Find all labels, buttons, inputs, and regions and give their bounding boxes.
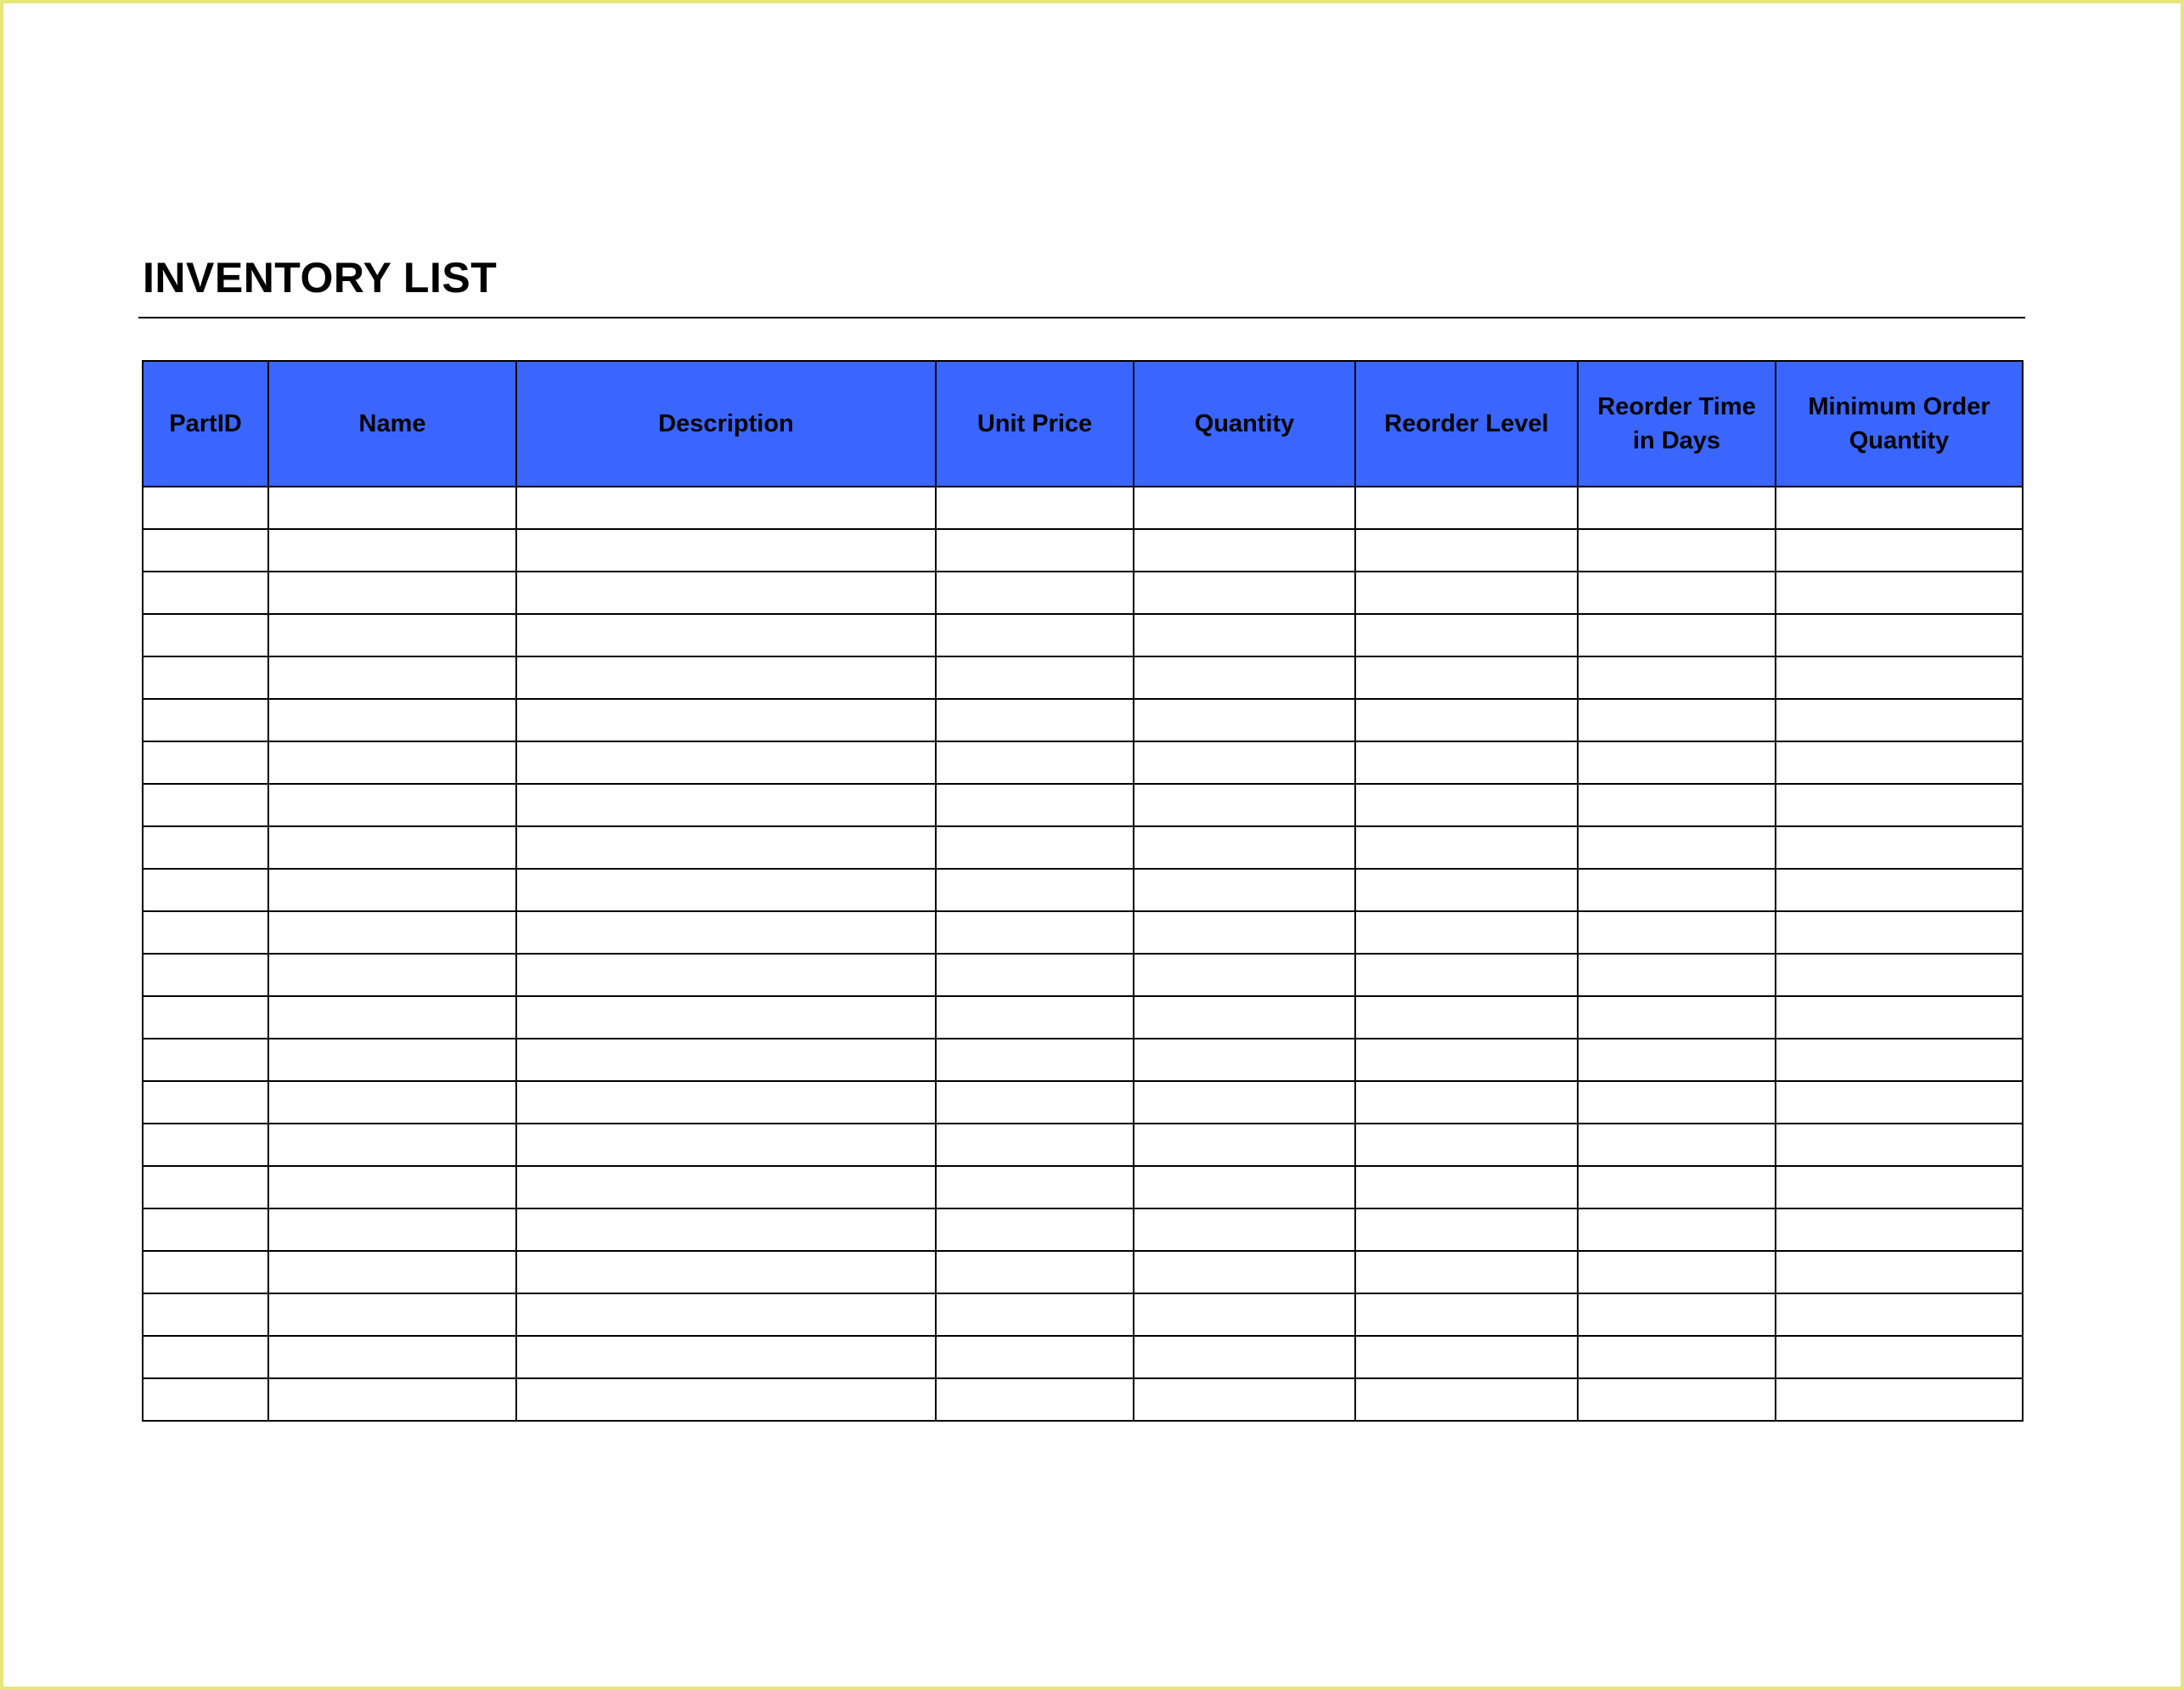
table-cell[interactable] (516, 826, 936, 869)
table-cell[interactable] (268, 784, 516, 826)
table-cell[interactable] (1578, 1251, 1776, 1293)
table-cell[interactable] (516, 741, 936, 784)
table-cell[interactable] (143, 1378, 268, 1421)
table-row (143, 656, 2023, 699)
table-cell[interactable] (1134, 954, 1355, 996)
table-row (143, 1208, 2023, 1251)
table-cell[interactable] (936, 572, 1134, 614)
table-cell[interactable] (1355, 1208, 1578, 1251)
table-cell[interactable] (1355, 826, 1578, 869)
table-cell[interactable] (936, 1251, 1134, 1293)
column-header-partid: PartID (143, 361, 268, 487)
table-row (143, 614, 2023, 656)
table-cell[interactable] (1578, 784, 1776, 826)
table-cell[interactable] (268, 1166, 516, 1208)
table-cell[interactable] (516, 784, 936, 826)
table-cell[interactable] (1355, 1293, 1578, 1336)
table-cell[interactable] (1578, 614, 1776, 656)
table-row (143, 741, 2023, 784)
table-cell[interactable] (936, 996, 1134, 1039)
table-cell[interactable] (1355, 784, 1578, 826)
table-cell[interactable] (1776, 954, 2023, 996)
table-cell[interactable] (143, 1124, 268, 1166)
table-cell[interactable] (1134, 1124, 1355, 1166)
table-cell[interactable] (268, 741, 516, 784)
table-cell[interactable] (268, 1208, 516, 1251)
table-cell[interactable] (143, 1081, 268, 1124)
table-cell[interactable] (1355, 1378, 1578, 1421)
table-cell[interactable] (268, 826, 516, 869)
inventory-table (142, 360, 2024, 1422)
table-cell[interactable] (143, 572, 268, 614)
table-cell[interactable] (516, 487, 936, 529)
table-row (143, 529, 2023, 572)
table-cell[interactable] (516, 1208, 936, 1251)
table-cell[interactable] (1776, 996, 2023, 1039)
table-cell[interactable] (143, 1208, 268, 1251)
table-cell[interactable] (1134, 487, 1355, 529)
table-cell[interactable] (143, 826, 268, 869)
table-cell[interactable] (1355, 529, 1578, 572)
table-cell[interactable] (143, 656, 268, 699)
table-cell[interactable] (1134, 1166, 1355, 1208)
table-cell[interactable] (936, 614, 1134, 656)
table-cell[interactable] (1578, 1208, 1776, 1251)
table-cell[interactable] (1355, 572, 1578, 614)
table-cell[interactable] (516, 1166, 936, 1208)
column-header-quantity: Quantity (1134, 361, 1355, 487)
table-row (143, 1166, 2023, 1208)
table-cell[interactable] (516, 656, 936, 699)
table-cell[interactable] (1776, 869, 2023, 911)
table-cell[interactable] (268, 996, 516, 1039)
table-cell[interactable] (1578, 911, 1776, 954)
table-cell[interactable] (516, 572, 936, 614)
table-cell[interactable] (268, 656, 516, 699)
table-cell[interactable] (1355, 1124, 1578, 1166)
table-cell[interactable] (1578, 1124, 1776, 1166)
table-cell[interactable] (516, 1336, 936, 1378)
table-cell[interactable] (143, 1336, 268, 1378)
table-cell[interactable] (516, 1378, 936, 1421)
table-row (143, 954, 2023, 996)
table-cell[interactable] (936, 1293, 1134, 1336)
table-cell[interactable] (516, 1081, 936, 1124)
table-cell[interactable] (936, 656, 1134, 699)
table-cell[interactable] (1134, 1251, 1355, 1293)
table-header-row (143, 361, 2023, 487)
table-cell[interactable] (268, 954, 516, 996)
table-cell[interactable] (1134, 1336, 1355, 1378)
table-cell[interactable] (143, 869, 268, 911)
table-cell[interactable] (1134, 572, 1355, 614)
table-cell[interactable] (1776, 1166, 2023, 1208)
table-cell[interactable] (936, 1081, 1134, 1124)
table-cell[interactable] (1578, 1081, 1776, 1124)
table-cell[interactable] (936, 1208, 1134, 1251)
table-cell[interactable] (1355, 741, 1578, 784)
table-cell[interactable] (936, 699, 1134, 741)
table-cell[interactable] (268, 1081, 516, 1124)
table-cell[interactable] (516, 1293, 936, 1336)
table-cell[interactable] (1578, 529, 1776, 572)
table-cell[interactable] (1134, 741, 1355, 784)
table-body (143, 487, 2023, 1421)
table-cell[interactable] (1134, 911, 1355, 954)
table-cell[interactable] (1355, 911, 1578, 954)
table-cell[interactable] (1776, 1251, 2023, 1293)
table-cell[interactable] (1776, 1081, 2023, 1124)
table-cell[interactable] (1776, 1378, 2023, 1421)
table-row (143, 1378, 2023, 1421)
table-cell[interactable] (1134, 1378, 1355, 1421)
table-cell[interactable] (1355, 869, 1578, 911)
table-cell[interactable] (516, 614, 936, 656)
table-cell[interactable] (268, 869, 516, 911)
table-cell[interactable] (936, 487, 1134, 529)
table-cell[interactable] (143, 954, 268, 996)
table-row (143, 1336, 2023, 1378)
table-cell[interactable] (143, 614, 268, 656)
table-cell[interactable] (268, 614, 516, 656)
table-cell[interactable] (1776, 911, 2023, 954)
column-header-unit-price: Unit Price (936, 361, 1134, 487)
table-cell[interactable] (268, 487, 516, 529)
table-cell[interactable] (1355, 996, 1578, 1039)
table-cell[interactable] (268, 1293, 516, 1336)
table-cell[interactable] (1776, 656, 2023, 699)
table-cell[interactable] (516, 699, 936, 741)
table-cell[interactable] (936, 954, 1134, 996)
table-row (143, 869, 2023, 911)
table-cell[interactable] (516, 1251, 936, 1293)
table-row (143, 911, 2023, 954)
table-row (143, 1251, 2023, 1293)
table-cell[interactable] (1776, 1039, 2023, 1081)
column-header-reorder-time: Reorder Time in Days (1578, 361, 1776, 487)
table-row (143, 826, 2023, 869)
table-cell[interactable] (143, 487, 268, 529)
table-cell[interactable] (936, 1039, 1134, 1081)
table-cell[interactable] (1134, 1039, 1355, 1081)
table-cell[interactable] (1355, 954, 1578, 996)
table-cell[interactable] (1776, 1293, 2023, 1336)
table-cell[interactable] (1776, 1336, 2023, 1378)
table-cell[interactable] (516, 996, 936, 1039)
table-cell[interactable] (268, 1336, 516, 1378)
table-cell[interactable] (268, 572, 516, 614)
table-cell[interactable] (1355, 1039, 1578, 1081)
table-cell[interactable] (268, 699, 516, 741)
column-header-name: Name (268, 361, 516, 487)
table-cell[interactable] (1776, 614, 2023, 656)
table-cell[interactable] (1134, 614, 1355, 656)
table-cell[interactable] (143, 996, 268, 1039)
table-cell[interactable] (936, 741, 1134, 784)
table-cell[interactable] (1578, 487, 1776, 529)
table-cell[interactable] (936, 784, 1134, 826)
table-cell[interactable] (143, 911, 268, 954)
table-row (143, 487, 2023, 529)
table-cell[interactable] (1776, 826, 2023, 869)
table-cell[interactable] (1134, 529, 1355, 572)
table-cell[interactable] (1355, 487, 1578, 529)
table-cell[interactable] (516, 954, 936, 996)
table-cell[interactable] (1578, 996, 1776, 1039)
table-cell[interactable] (1578, 656, 1776, 699)
table-cell[interactable] (1355, 1166, 1578, 1208)
table-cell[interactable] (516, 869, 936, 911)
table-cell[interactable] (936, 911, 1134, 954)
table-cell[interactable] (268, 1251, 516, 1293)
table-cell[interactable] (936, 826, 1134, 869)
table-cell[interactable] (936, 1336, 1134, 1378)
page-title: INVENTORY LIST (143, 254, 498, 301)
table-cell[interactable] (1134, 699, 1355, 741)
table-cell[interactable] (936, 1124, 1134, 1166)
table-cell[interactable] (143, 741, 268, 784)
table-row (143, 784, 2023, 826)
table-cell[interactable] (1578, 699, 1776, 741)
table-cell[interactable] (143, 1166, 268, 1208)
table-cell[interactable] (1578, 1336, 1776, 1378)
table-cell[interactable] (1776, 487, 2023, 529)
table-cell[interactable] (1355, 656, 1578, 699)
table-cell[interactable] (1776, 1124, 2023, 1166)
table-cell[interactable] (1578, 954, 1776, 996)
table-cell[interactable] (268, 911, 516, 954)
table-cell[interactable] (268, 1124, 516, 1166)
table-cell[interactable] (1776, 699, 2023, 741)
table-row (143, 1124, 2023, 1166)
table-cell[interactable] (1578, 1166, 1776, 1208)
table-cell[interactable] (268, 1039, 516, 1081)
table-cell[interactable] (1134, 869, 1355, 911)
table-cell[interactable] (936, 869, 1134, 911)
table-cell[interactable] (1578, 741, 1776, 784)
table-cell[interactable] (1134, 826, 1355, 869)
table-row (143, 1039, 2023, 1081)
table-cell[interactable] (1134, 656, 1355, 699)
table-cell[interactable] (1776, 741, 2023, 784)
table-row (143, 996, 2023, 1039)
table-cell[interactable] (1355, 614, 1578, 656)
table-cell[interactable] (936, 529, 1134, 572)
column-header-minimum-order-quantity: Minimum Order Quantity (1776, 361, 2023, 487)
table-cell[interactable] (936, 1378, 1134, 1421)
table-cell[interactable] (1355, 1081, 1578, 1124)
table-cell[interactable] (516, 1124, 936, 1166)
table-cell[interactable] (1578, 1378, 1776, 1421)
table-row (143, 572, 2023, 614)
table-cell[interactable] (143, 1039, 268, 1081)
table-cell[interactable] (516, 1039, 936, 1081)
table-cell[interactable] (1355, 699, 1578, 741)
table-cell[interactable] (1134, 1208, 1355, 1251)
table-cell[interactable] (143, 1293, 268, 1336)
table-cell[interactable] (936, 1166, 1134, 1208)
table-cell[interactable] (1578, 1293, 1776, 1336)
table-cell[interactable] (268, 529, 516, 572)
table-cell[interactable] (1578, 1039, 1776, 1081)
table-row (143, 1081, 2023, 1124)
table-cell[interactable] (268, 1378, 516, 1421)
table-cell[interactable] (1134, 996, 1355, 1039)
table-cell[interactable] (1355, 1336, 1578, 1378)
table-cell[interactable] (143, 784, 268, 826)
table-cell[interactable] (143, 529, 268, 572)
table-cell[interactable] (1776, 1208, 2023, 1251)
table-cell[interactable] (1578, 869, 1776, 911)
table-cell[interactable] (1578, 826, 1776, 869)
table-cell[interactable] (143, 699, 268, 741)
table-row (143, 699, 2023, 741)
title-underline (138, 317, 2025, 318)
table-cell[interactable] (1578, 572, 1776, 614)
column-header-description: Description (516, 361, 936, 487)
table-row (143, 1293, 2023, 1336)
table-cell[interactable] (516, 529, 936, 572)
table-cell[interactable] (1776, 784, 2023, 826)
column-header-reorder-level: Reorder Level (1355, 361, 1578, 487)
table-cell[interactable] (1134, 1081, 1355, 1124)
table-cell[interactable] (1134, 784, 1355, 826)
table-cell[interactable] (1776, 572, 2023, 614)
table-cell[interactable] (1355, 1251, 1578, 1293)
table-cell[interactable] (143, 1251, 268, 1293)
table-cell[interactable] (1134, 1293, 1355, 1336)
table-cell[interactable] (1776, 529, 2023, 572)
table-cell[interactable] (516, 911, 936, 954)
